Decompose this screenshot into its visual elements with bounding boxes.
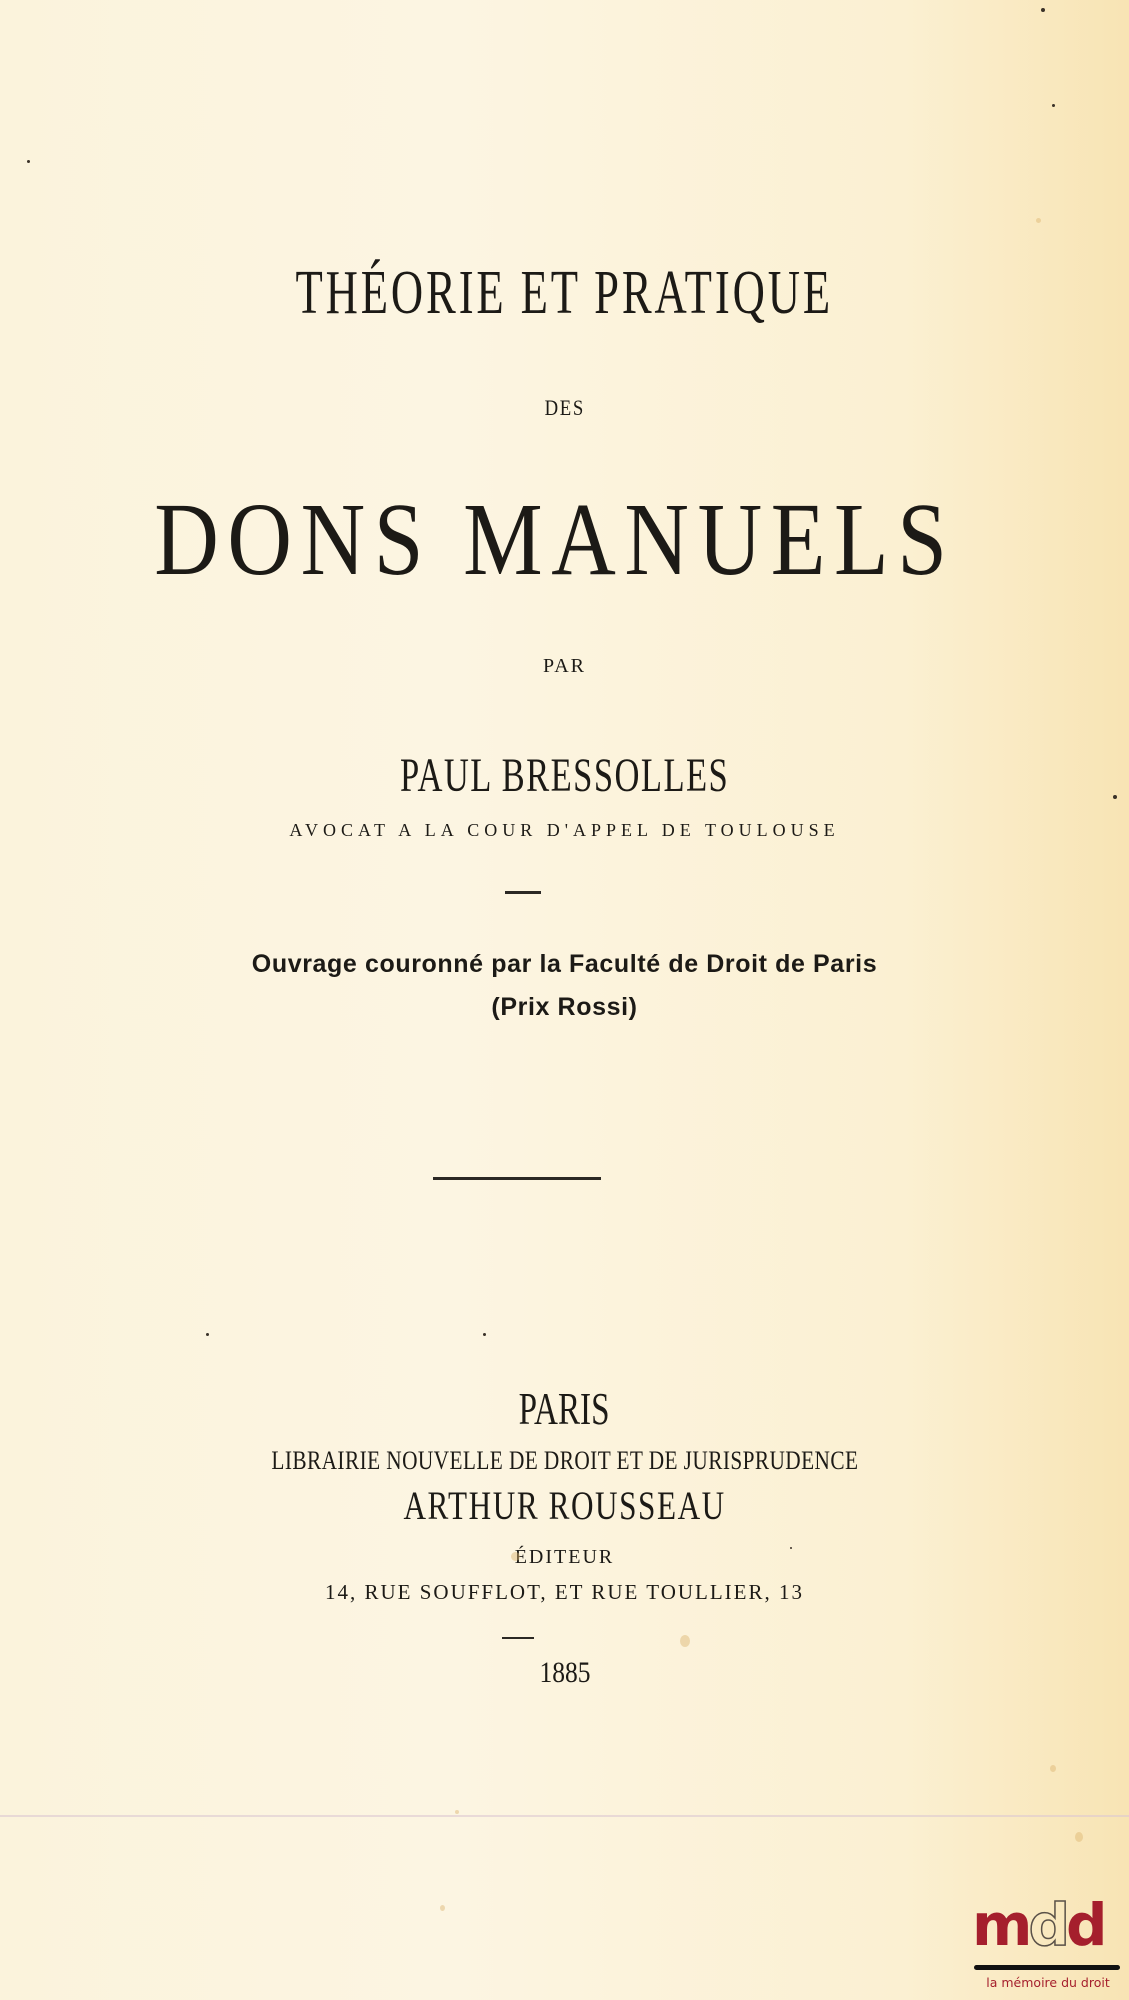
logo-tagline: la mémoire du droit (986, 1975, 1110, 1990)
paper-speck (790, 1547, 792, 1549)
paper-crease (0, 1815, 1129, 1817)
book-title-line1 (0, 258, 1129, 329)
mdd-logo-mark (972, 1891, 1104, 1959)
paper-stain (455, 1810, 459, 1814)
logo-underline (974, 1965, 1120, 1970)
paper-stain (1036, 218, 1041, 223)
paper-speck (27, 160, 30, 163)
long-divider (433, 1177, 601, 1180)
author-name (0, 748, 1129, 803)
mdd-logo (968, 1891, 1128, 1995)
author-name-text: PAUL BRESSOLLES (399, 749, 730, 802)
paper-speck (483, 1333, 486, 1336)
paper-speck (1041, 8, 1045, 12)
paper-stain (680, 1635, 690, 1647)
publisher-name (0, 1482, 1129, 1529)
paper-stain (440, 1905, 445, 1911)
paper-stain (1075, 1832, 1083, 1842)
logo-letter-d: d (1065, 1891, 1104, 1959)
book-title-line2 (0, 480, 1119, 599)
publisher-text: LIBRAIRIE NOUVELLE DE DROIT ET DE JURISPRUDENCE (271, 1446, 858, 1475)
publisher-role: ÉDITEUR (514, 1546, 615, 1568)
short-divider (505, 891, 541, 894)
book-title-line2-text: DONS MANUELS (153, 482, 956, 597)
publication-year (0, 1656, 1129, 1690)
paper-speck (1052, 104, 1055, 107)
award-line1: Ouvrage couronné par la Faculté de Droit de Paris (251, 950, 878, 978)
author-title: AVOCAT A LA COUR D'APPEL DE TOULOUSE (289, 820, 840, 840)
year-divider (502, 1637, 534, 1639)
logo-letter-m: m (972, 1891, 1029, 1959)
publisher-address: 14, RUE SOUFFLOT, ET RUE TOULLIER, 13 (324, 1580, 805, 1604)
award-line2: (Prix Rossi) (491, 993, 638, 1021)
by-label: PAR (542, 655, 587, 677)
publication-year-text: 1885 (539, 1656, 590, 1689)
paper-stain (511, 1552, 520, 1561)
publication-city-text: PARIS (519, 1383, 610, 1434)
publisher (0, 1446, 1129, 1476)
book-title-line1-text: THÉORIE ET PRATIQUE (295, 259, 834, 327)
publication-city (0, 1382, 1129, 1435)
title-connector (0, 395, 1129, 421)
paper-speck (1113, 795, 1117, 799)
publisher-name-text: ARTHUR ROUSSEAU (403, 1483, 726, 1528)
logo-letter-d-outline: d (1028, 1891, 1066, 1959)
paper-speck (206, 1333, 209, 1336)
paper-stain (1050, 1765, 1056, 1772)
title-connector-text: DES (544, 395, 585, 420)
